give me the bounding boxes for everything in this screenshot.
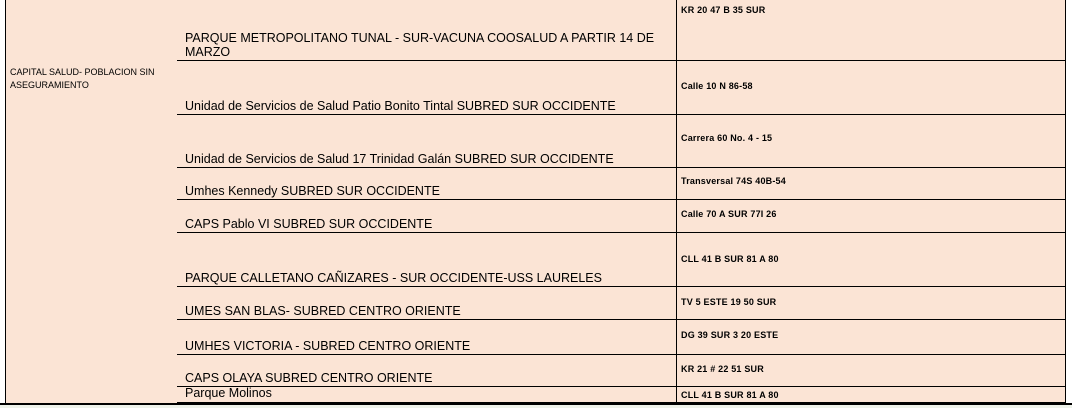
site-name: Unidad de Servicios de Salud 17 Trinidad Galán SUBRED SUR OCCIDENTE [185, 152, 614, 166]
address-cell[interactable] [677, 355, 1065, 386]
table-row[interactable] [177, 355, 1066, 387]
address-cell[interactable] [677, 287, 1065, 319]
table-row[interactable] [177, 61, 1066, 115]
address-cell[interactable] [677, 115, 1065, 167]
address-cell[interactable] [677, 320, 1065, 354]
address-text: Calle 70 A SUR 77I 26 [681, 209, 777, 219]
site-name: CAPS OLAYA SUBRED CENTRO ORIENTE [185, 371, 433, 385]
address-text: Carrera 60 No. 4 - 15 [681, 133, 773, 143]
table-row[interactable] [177, 115, 1066, 168]
site-cell[interactable] [177, 200, 677, 232]
address-cell[interactable] [677, 233, 1065, 286]
site-cell[interactable] [177, 115, 677, 167]
site-cell[interactable] [177, 287, 677, 319]
site-name: Umhes Kennedy SUBRED SUR OCCIDENTE [185, 184, 440, 198]
table-row[interactable] [177, 387, 1066, 403]
site-name: UMHES VICTORIA - SUBRED CENTRO ORIENTE [185, 339, 471, 353]
site-cell[interactable] [177, 0, 677, 60]
group-cell[interactable] [5, 0, 179, 403]
table-row[interactable] [177, 233, 1066, 287]
address-text: Calle 10 N 86-58 [681, 81, 753, 91]
site-name: Parque Molinos [185, 386, 272, 400]
address-cell[interactable] [677, 0, 1065, 60]
site-cell[interactable] [177, 168, 677, 199]
address-text: CLL 41 B SUR 81 A 80 [681, 390, 779, 400]
address-text: KR 21 # 22 51 SUR [681, 364, 764, 374]
site-name: PARQUE CALLETANO CAÑIZARES - SUR OCCIDENTE-USS LAURELES [185, 271, 602, 285]
address-cell[interactable] [677, 61, 1065, 114]
site-name: UMES SAN BLAS- SUBRED CENTRO ORIENTE [185, 304, 461, 318]
site-name: CAPS Pablo VI SUBRED SUR OCCIDENTE [185, 217, 433, 231]
table-row[interactable] [177, 287, 1066, 320]
table-row[interactable] [177, 200, 1066, 233]
table-bottom-border [0, 403, 1072, 408]
address-text: CLL 41 B SUR 81 A 80 [681, 254, 779, 264]
address-text: TV 5 ESTE 19 50 SUR [681, 297, 777, 307]
address-text: KR 20 47 B 35 SUR [681, 5, 766, 15]
site-cell[interactable] [177, 320, 677, 354]
site-cell[interactable] [177, 355, 677, 386]
table-row[interactable] [177, 0, 1066, 61]
table-row[interactable] [177, 320, 1066, 355]
address-text: DG 39 SUR 3 20 ESTE [681, 330, 779, 340]
table-row[interactable] [177, 168, 1066, 200]
group-label: CAPITAL SALUD- POBLACION SIN ASEGURAMIENTO [10, 67, 155, 90]
address-cell[interactable] [677, 387, 1065, 402]
site-cell[interactable] [177, 233, 677, 286]
address-cell[interactable] [677, 168, 1065, 199]
site-cell[interactable] [177, 61, 677, 114]
site-name: Unidad de Servicios de Salud Patio Bonito Tintal SUBRED SUR OCCIDENTE [185, 99, 616, 113]
site-name: PARQUE METROPOLITANO TUNAL - SUR-VACUNA COOSALUD A PARTIR 14 DE MARZO [185, 31, 655, 59]
site-cell[interactable] [177, 387, 677, 402]
address-text: Transversal 74S 40B-54 [681, 176, 786, 186]
address-cell[interactable] [677, 200, 1065, 232]
